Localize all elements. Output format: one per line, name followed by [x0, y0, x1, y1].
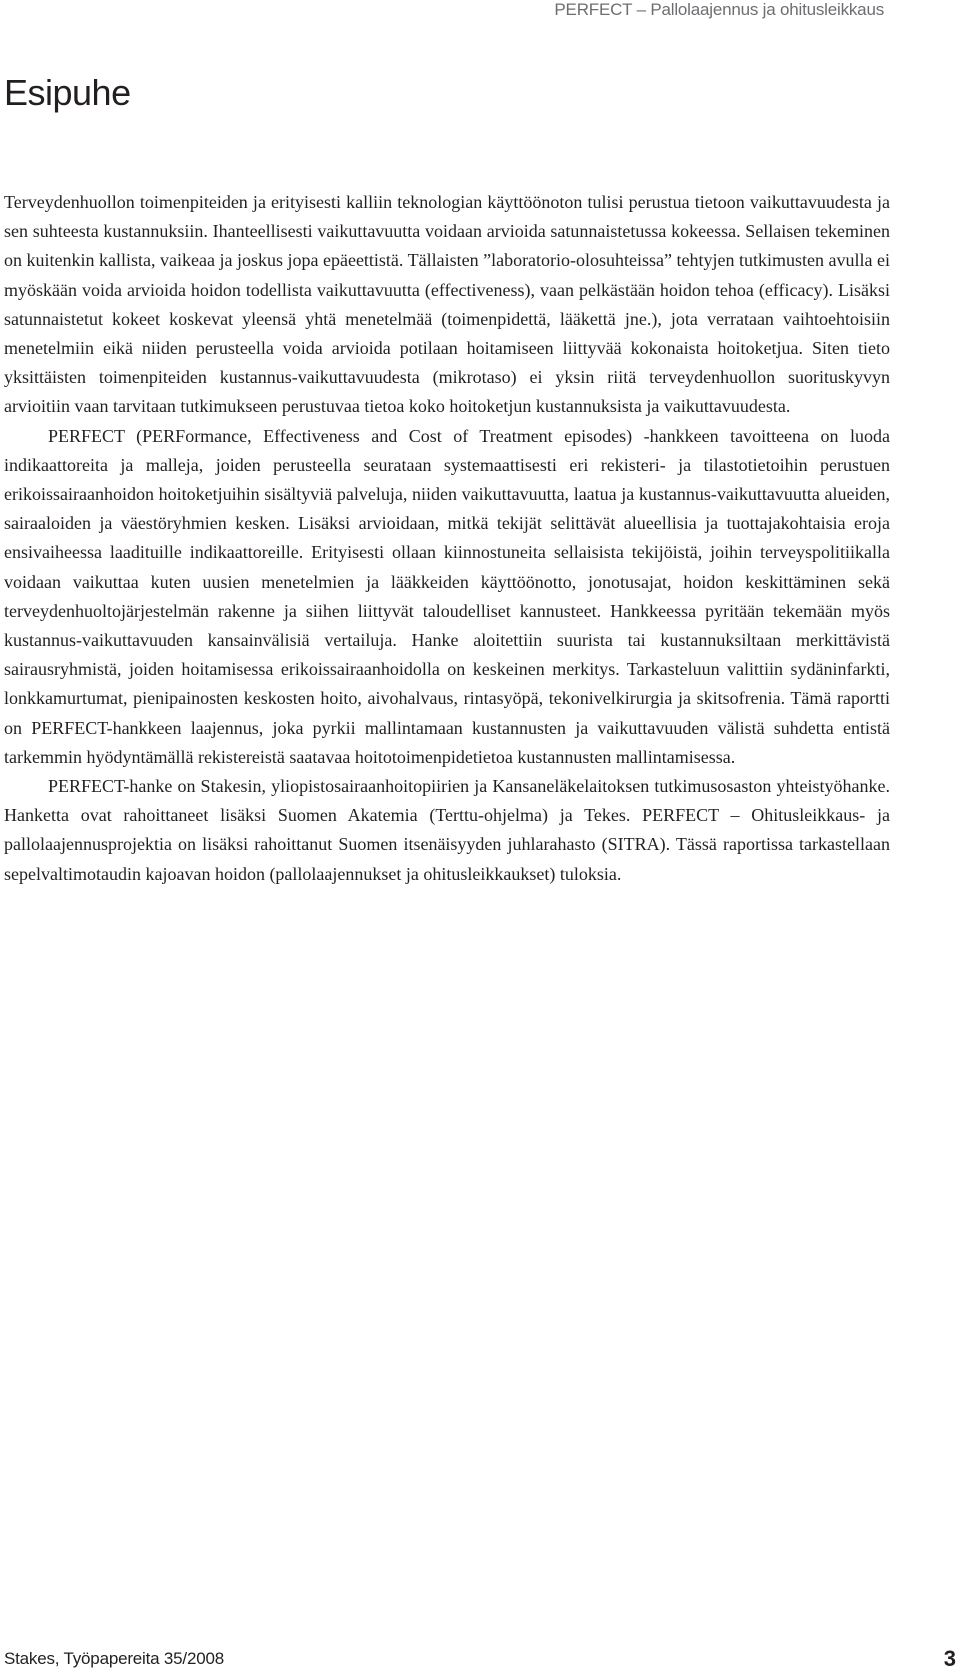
- footer-publication: Stakes, Työpapereita 35/2008: [4, 1649, 224, 1668]
- page-number: 3: [943, 1646, 956, 1671]
- paragraph-1: Terveydenhuollon toimenpiteiden ja erityisesti kalliin teknologian käyttöönoton tulisi perustua tietoon vaikuttavuudesta ja sen suhteesta kustannuksiin. Ihanteellisesti vaikuttavuutta voidaan arvioida satunnaistetussa kokeessa. Sellaisen tekeminen on kuitenkin kallista, vaikeaa ja joskus jopa epäeettistä. Tällaisten ”laboratorio-olosuhteissa” tehtyjen tutkimusten avulla ei myöskään voida arvioida hoidon todellista vaikuttavuutta (effectiveness), vaan pelkästään hoidon tehoa (efficacy). Lisäksi satunnaistetut kokeet koskevat yleensä yhtä menetelmää (toimenpidettä, lääkettä jne.), jota verrataan vaihtoehtoisiin menetelmiin eikä niiden perusteella voida arvioida potilaan hoitamiseen liittyvää kokonaista hoitoketjua. Siten tieto yksittäisten toimenpiteiden kustannus-vaikuttavuudesta (mikrotaso) ei yksin riitä terveydenhuollon suorituskyvyn arvioitiin vaan tarvitaan tutkimukseen perustuvaa tietoa koko hoitoketjun kustannuksista ja vaikuttavuudesta.: [4, 192, 890, 417]
- running-header: PERFECT – Pallolaajennus ja ohitusleikkaus: [554, 0, 884, 19]
- paragraph-2: PERFECT (PERFormance, Effectiveness and Cost of Treatment episodes) -hankkeen tavoitteena on luoda indikaattoreita ja malleja, joiden perusteella seurataan systemaattisesti eri rekisteri- ja tilastotietoihin perustuen erikoissairaanhoidon hoitoketjuihin sisältyviä palveluja, niiden vaikuttavuutta, laatua ja kustannus-vaikuttavuutta alueiden, sairaaloiden ja väestöryhmien kesken. Lisäksi arvioidaan, mitkä tekijät selittävät alueellisia ja tuottajakohtaisia eroja ensivaiheessa laadituille indikaattoreille. Erityisesti ollaan kiinnostuneita sellaisista tekijöistä, joihin terveyspolitiikalla voidaan vaikuttaa kuten uusien menetelmien ja lääkkeiden käyttöönotto, jonotusajat, hoidon keskittäminen sekä terveydenhuoltojärjestelmän rakenne ja siihen liittyvät taloudelliset kannusteet. Hankkeessa pyritään tekemään myös kustannus-vaikuttavuuden kansainvälisiä vertailuja. Hanke aloitettiin suurista tai kustannuksiltaan merkittävistä sairausryhmistä, joiden hoitamisessa erikoissairaanhoidolla on keskeinen merkitys. Tarkasteluun valittiin sydäninfarkti, lonkkamurtumat, pienipainosten keskosten hoito, aivohalvaus, rintasyöpä, tekonivelkirurgia ja skitsofrenia. Tämä raportti on PERFECT-hankkeen laajennus, joka pyrkii mallintamaan kustannusten ja vaikuttavuuden välistä suhdetta entistä tarkemmin hyödyntämällä rekistereistä saatavaa hoitotoimenpidetietoa kustannusten mallintamisessa.: [4, 425, 890, 767]
- body-text: [4, 188, 890, 889]
- page-footer: [4, 1648, 956, 1672]
- paragraph-3: PERFECT-hanke on Stakesin, yliopistosairaanhoitopiirien ja Kansaneläkelaitoksen tutkimusosaston yhteistyöhanke. Hanketta ovat rahoittaneet lisäksi Suomen Akatemia (Terttu-ohjelma) ja Tekes. PERFECT – Ohitusleikkaus- ja pallolaajennusprojektia on lisäksi rahoittanut Suomen itsenäisyyden juhlarahasto (SITRA). Tässä raportissa tarkastellaan sepelvaltimotaudin kajoavan hoidon (pallolaajennukset ja ohitusleikkaukset) tuloksia.: [4, 776, 890, 884]
- page-title: Esipuhe: [4, 72, 131, 113]
